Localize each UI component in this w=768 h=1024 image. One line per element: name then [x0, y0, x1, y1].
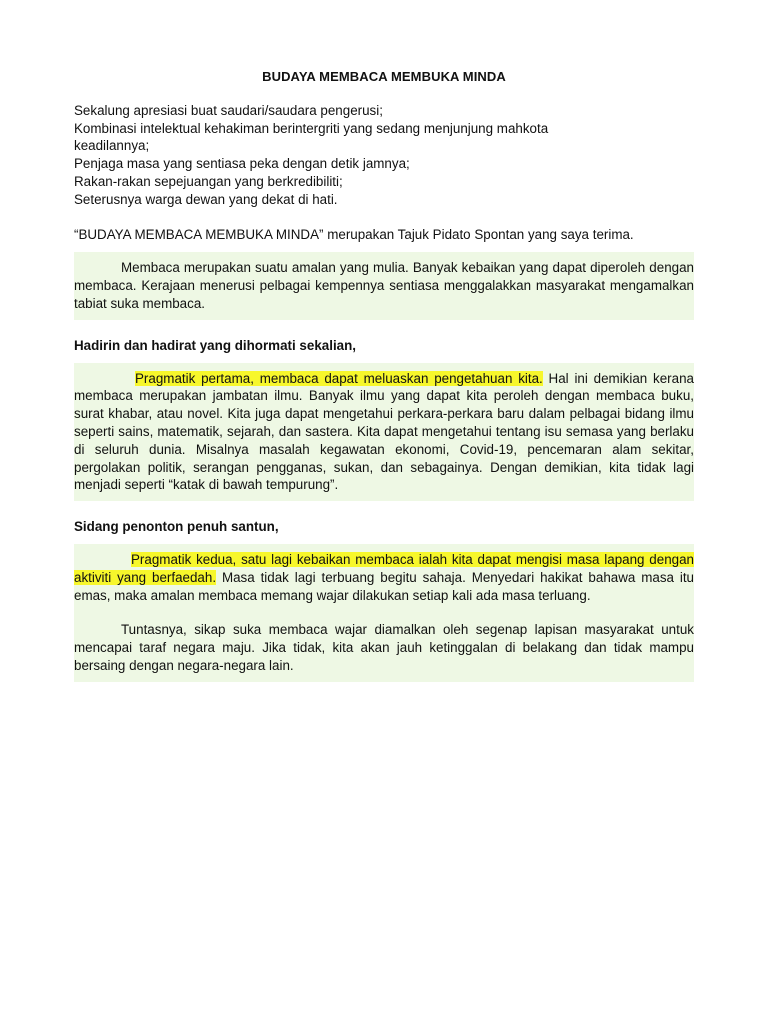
paragraph-text: Masa tidak lagi terbuang begitu sahaja. Menyedari hakikat bahawa masa itu emas, maka amalan membaca memang wajar dilakukan setiap kali ada masa terluang.: [74, 569, 694, 603]
paragraph-box-2: [74, 363, 694, 502]
paragraph-text: Tuntasnya, sikap suka membaca wajar diamalkan oleh segenap lapisan masyarakat untuk mencapai taraf negara maju. Jika tidak, kita akan jauh ketinggalan di belakang dan tidak mampu bersaing dengan negara-negara lain.: [74, 622, 694, 673]
greeting-line: Sekalung apresiasi buat saudari/saudara pengerusi;: [74, 102, 383, 118]
greeting-line: keadilannya;: [74, 138, 150, 154]
paragraph-point-2: [74, 551, 694, 604]
paragraph-point-1: [74, 370, 694, 495]
salutation-heading-1: Hadirin dan hadirat yang dihormati sekalian,: [74, 337, 357, 353]
paragraph-box-1: [74, 252, 694, 319]
highlighted-text: Pragmatik kedua, satu lagi kebaikan membaca ialah kita dapat mengisi masa lapang dengan aktiviti yang berfaedah.: [74, 551, 694, 585]
greetings-block: [74, 102, 694, 209]
salutation-heading-2: Sidang penonton penuh santun,: [74, 519, 279, 535]
greeting-line: Kombinasi intelektual kehakiman berintergriti yang sedang menjunjung mahkota: [74, 120, 549, 136]
paragraph-conclusion: [74, 621, 694, 674]
paragraph-box-3: [74, 544, 694, 682]
paragraph-opening: [74, 259, 694, 312]
highlighted-text: Pragmatik pertama, membaca dapat meluaskan pengetahuan kita.: [135, 370, 543, 386]
paragraph-opening-text: Membaca merupakan suatu amalan yang mulia. Banyak kebaikan yang dapat diperoleh dengan membaca. Kerajaan menerusi pelbagai kempennya sentiasa menggalakkan masyarakat mengamalkan tabiat suka membaca.: [74, 260, 694, 311]
paragraph-text: Hal ini demikian kerana membaca merupakan jambatan ilmu. Banyak ilmu yang dapat kita peroleh dengan membaca buku, surat khabar, atau novel. Kita juga dapat mengetahui perkara-perkara baru dalam pelbagai bidang ilmu seperti sains, matematik, sejarah, dan sastera. Kita dapat mengetahui tentang isu semasa yang berlaku di seluruh dunia. Misalnya masalah kegawatan ekonomi, Covid-19, pencemaran alam sekitar, pergolakan politik, serangan pengganas, sukan, dan sebagainya. Dengan demikian, kita tidak lagi menjadi seperti “katak di bawah tempurung”.: [74, 370, 694, 493]
intro-sentence: “BUDAYA MEMBACA MEMBUKA MINDA” merupakan Tajuk Pidato Spontan yang saya terima.: [74, 226, 634, 242]
greeting-line: Seterusnya warga dewan yang dekat di hati.: [74, 191, 338, 207]
greeting-line: Rakan-rakan sepejuangan yang berkredibiliti;: [74, 173, 343, 189]
document-content: [74, 68, 694, 682]
greeting-line: Penjaga masa yang sentiasa peka dengan detik jamnya;: [74, 156, 410, 172]
document-title: BUDAYA MEMBACA MEMBUKA MINDA: [262, 69, 506, 84]
